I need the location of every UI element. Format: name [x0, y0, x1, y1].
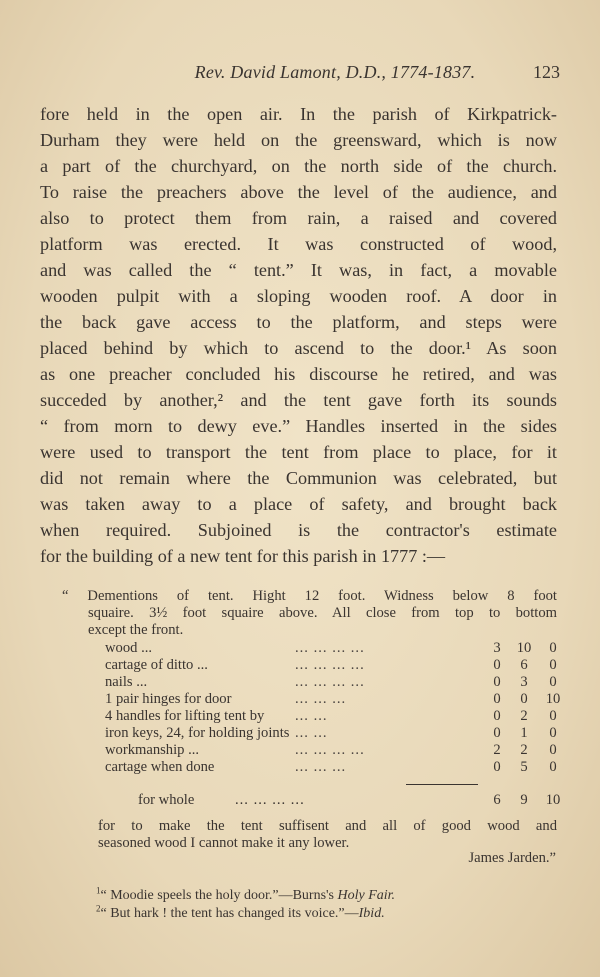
- estimate-row: [80, 742, 557, 759]
- estimate-closing: [98, 818, 557, 852]
- pence-value: 0: [549, 725, 557, 741]
- paragraph-line: did not remain where the Communion was celebrated, but: [40, 468, 557, 488]
- paragraph-line: To raise the preachers above the level of the audience, and: [40, 182, 557, 202]
- estimate-row: [80, 674, 557, 691]
- pounds-value: 2: [493, 742, 501, 758]
- pounds-value: 3: [493, 640, 501, 656]
- leader-dots: ... ... ...: [295, 691, 347, 707]
- shillings-value: 3: [520, 674, 528, 690]
- estimate-item: cartage when done: [105, 759, 215, 775]
- leader-dots: ... ...: [295, 708, 328, 724]
- estimate-item: iron keys, 24, for holding joints: [105, 725, 290, 741]
- paragraph-line: “ from morn to dewy eve.” Handles inserted in the sides: [40, 416, 557, 436]
- pence-value: 0: [549, 640, 557, 656]
- paragraph-line: platform was erected. It was constructed of wood,: [40, 234, 557, 254]
- pence-value: 0: [549, 657, 557, 673]
- footnote-mark: 2: [96, 903, 101, 914]
- estimate-item: workmanship ...: [105, 742, 200, 758]
- estimate-item: nails ...: [105, 674, 148, 690]
- footnote-mark: 1: [96, 885, 101, 896]
- paragraph-line: as one preacher concluded his discourse he retired, and was: [40, 364, 557, 384]
- leader-dots: ... ... ... ...: [295, 657, 365, 673]
- shillings-value: 5: [520, 759, 528, 775]
- shillings-value: 2: [520, 742, 528, 758]
- paragraph-line: was taken away to a place of safety, and brought back: [40, 494, 557, 514]
- total-pounds: 6: [493, 792, 501, 808]
- shillings-value: 6: [520, 657, 528, 673]
- estimate-row: [80, 759, 557, 776]
- shillings-value: 0: [520, 691, 528, 707]
- estimate-item: wood ...: [105, 640, 153, 656]
- total-shillings: 9: [520, 792, 528, 808]
- paragraph-line: wooden pulpit with a sloping wooden roof. A door in: [40, 286, 557, 306]
- paragraph-line: the back gave access to the platform, and steps were: [40, 312, 557, 332]
- paragraph-line: when required. Subjoined is the contractor's estimate: [40, 520, 557, 540]
- page-header: [40, 62, 560, 86]
- pence-value: 10: [545, 691, 561, 707]
- footnote-1: [96, 887, 526, 905]
- closing-line: seasoned wood I cannot make it any lower.: [98, 835, 350, 851]
- paragraph-line: a part of the churchyard, on the north side of the church.: [40, 156, 557, 176]
- estimate-item: 1 pair hinges for door: [105, 691, 232, 707]
- pounds-value: 0: [493, 674, 501, 690]
- paragraph-line: placed behind by which to ascend to the door.¹ As soon: [40, 338, 557, 358]
- pence-value: 0: [549, 742, 557, 758]
- paragraph-line: Durham they were held on the greensward, which is now: [40, 130, 557, 150]
- signature: James Jarden.”: [468, 850, 556, 866]
- estimate-row: [80, 691, 561, 708]
- paragraph-line: succeded by another,² and the tent gave forth its sounds: [40, 390, 557, 410]
- footnote-text: “ Moodie speels the holy door.”—Burns's: [100, 888, 338, 903]
- paragraph-line: and was called the “ tent.” It was, in fact, a movable: [40, 260, 557, 280]
- footnote-2: [96, 905, 526, 923]
- closing-line: for to make the tent suffisent and all of good wood and: [98, 818, 557, 834]
- paragraph-line: also to protect them from rain, a raised and covered: [40, 208, 557, 228]
- shillings-value: 10: [516, 640, 532, 656]
- paragraph-line: fore held in the open air. In the parish of Kirkpatrick-: [40, 104, 557, 124]
- pounds-value: 0: [493, 759, 501, 775]
- sum-rule: [406, 784, 478, 785]
- running-head: Rev. David Lamont, D.D., 1774-1837.: [194, 62, 476, 82]
- shillings-value: 2: [520, 708, 528, 724]
- footnote-text: “ But hark ! the tent has changed its voice.”—: [100, 906, 359, 921]
- paragraph-line: for the building of a new tent for this parish in 1777 :—: [40, 546, 446, 566]
- pounds-value: 0: [493, 725, 501, 741]
- leader-dots: ... ... ... ...: [235, 792, 305, 808]
- leader-dots: ... ... ... ...: [295, 674, 365, 690]
- estimate-item: cartage of ditto ...: [105, 657, 208, 673]
- pounds-value: 0: [493, 657, 501, 673]
- estimate-row: [80, 640, 557, 657]
- estimate-preamble: [62, 588, 557, 639]
- total-label: for whole: [138, 792, 195, 808]
- leader-dots: ... ... ... ...: [295, 640, 365, 656]
- body-paragraph: [40, 101, 557, 569]
- pence-value: 0: [549, 674, 557, 690]
- leader-dots: ... ... ...: [295, 759, 347, 775]
- shillings-value: 1: [520, 725, 528, 741]
- quote-line: “ Dementions of tent. Hight 12 foot. Widness below 8 foot: [62, 588, 557, 604]
- estimate-row: [80, 725, 557, 742]
- pence-value: 0: [549, 708, 557, 724]
- page-number: 123: [533, 62, 560, 82]
- estimate-item: 4 handles for lifting tent by: [105, 708, 265, 724]
- footnote-italic: Ibid.: [358, 906, 385, 921]
- pence-value: 0: [549, 759, 557, 775]
- estimate-table: [80, 640, 561, 776]
- estimate-total-row: [80, 792, 561, 810]
- quote-line: squaire. 3½ foot squaire above. All close from top to bottom: [88, 605, 557, 621]
- footnote-italic: Holy Fair.: [337, 888, 396, 903]
- leader-dots: ... ...: [295, 725, 328, 741]
- paragraph-line: were used to transport the tent from place to place, for it: [40, 442, 557, 462]
- pounds-value: 0: [493, 708, 501, 724]
- estimate-row: [80, 657, 557, 674]
- total-pence: 10: [545, 792, 561, 808]
- pounds-value: 0: [493, 691, 501, 707]
- footnotes: [96, 887, 526, 923]
- quote-line: except the front.: [88, 622, 184, 638]
- leader-dots: ... ... ... ...: [295, 742, 365, 758]
- estimate-row: [80, 708, 557, 725]
